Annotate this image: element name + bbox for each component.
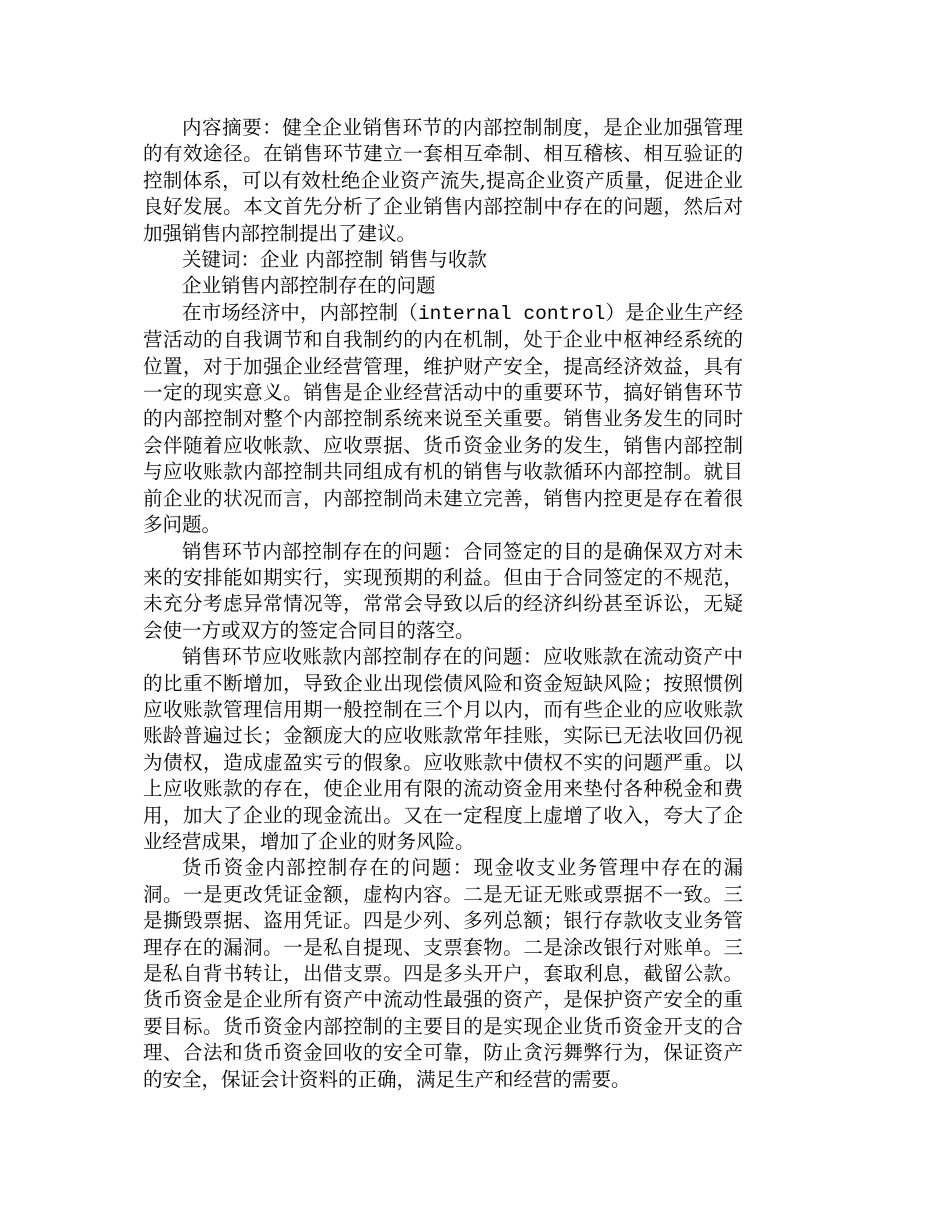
keywords-line: 关键词：企业 内部控制 销售与收款 xyxy=(182,248,487,272)
section-heading: 企业销售内部控制存在的问题 xyxy=(182,274,436,298)
intro-paragraph xyxy=(143,300,743,539)
contract-issues-paragraph: 销售环节内部控制存在的问题：合同签定的目的是确保双方对未来的安排能如期实行，实现预期的利益。但由于合同签定的不规范，未充分考虑异常情况等，常常会导致以后的经济纠纷甚至诉讼，无疑会使一方或双方的签定合同目的落空。 xyxy=(143,539,743,642)
intro-text-rest: ）是企业生产经营活动的自我调节和自我制约的内在机制，处于企业中枢神经系统的位置，对于加强企业经营管理，维护财产安全，提高经济效益，具有一定的现实意义。销售是企业经营活动中的重要环节，搞好销售环节的内部控制对整个内部控制系统来说至关重要。销售业务发生的同时会伴随着应收帐款、应收票据、货币资金业务的发生，销售内部控制与应收账款内部控制共同组成有机的销售与收款循环内部控制。就目前企业的状况而言，内部控制尚未建立完善，销售内控更是存在着很多问题。 xyxy=(143,300,743,537)
abstract-paragraph: 内容摘要：健全企业销售环节的内部控制制度，是企业加强管理的有效途径。在销售环节建立一套相互牵制、相互稽核、相互验证的控制体系，可以有效杜绝企业资产流失,提高企业资产质量，促进企业良好发展。本文首先分析了企业销售内部控制中存在的问题，然后对加强销售内部控制提出了建议。 xyxy=(143,116,743,245)
document-page xyxy=(143,115,743,1093)
cash-control-issues-paragraph: 货币资金内部控制存在的问题：现金收支业务管理中存在的漏洞。一是更改凭证金额，虚构内容。二是无证无账或票据不一致。三是撕毁票据、盗用凭证。四是少列、多列总额；银行存款收支业务管理存在的漏洞。一是私自提现、支票套物。二是涂改银行对账单。三是私自背书转让，出借支票。四是多头开户，套取利息，截留公款。货币资金是企业所有资产中流动性最强的资产，是保护资产安全的重要目标。货币资金内部控制的主要目的是实现企业货币资金开支的合理、合法和货币资金回收的安全可靠，防止贪污舞弊行为，保证资产的安全，保证会计资料的正确，满足生产和经营的需要。 xyxy=(143,856,743,1091)
internal-control-term: internal control xyxy=(417,302,606,325)
intro-text-start: 在市场经济中，内部控制（ xyxy=(182,300,418,324)
receivables-issues-paragraph: 销售环节应收账款内部控制存在的问题：应收账款在流动资产中的比重不断增加，导致企业出现偿债风险和资金短缺风险；按照惯例应收账款管理信用期一般控制在三个月以内，而有些企业的应收账款账龄普遍过长；金额庞大的应收账款常年挂账，实际已无法收回仍视为债权，造成虚盈实亏的假象。应收账款中债权不实的问题严重。以上应收账款的存在，使企业用有限的流动资金用来垫付各种税金和费用，加大了企业的现金流出。又在一定程度上虚增了收入，夸大了企业经营成果，增加了企业的财务风险。 xyxy=(143,645,743,853)
